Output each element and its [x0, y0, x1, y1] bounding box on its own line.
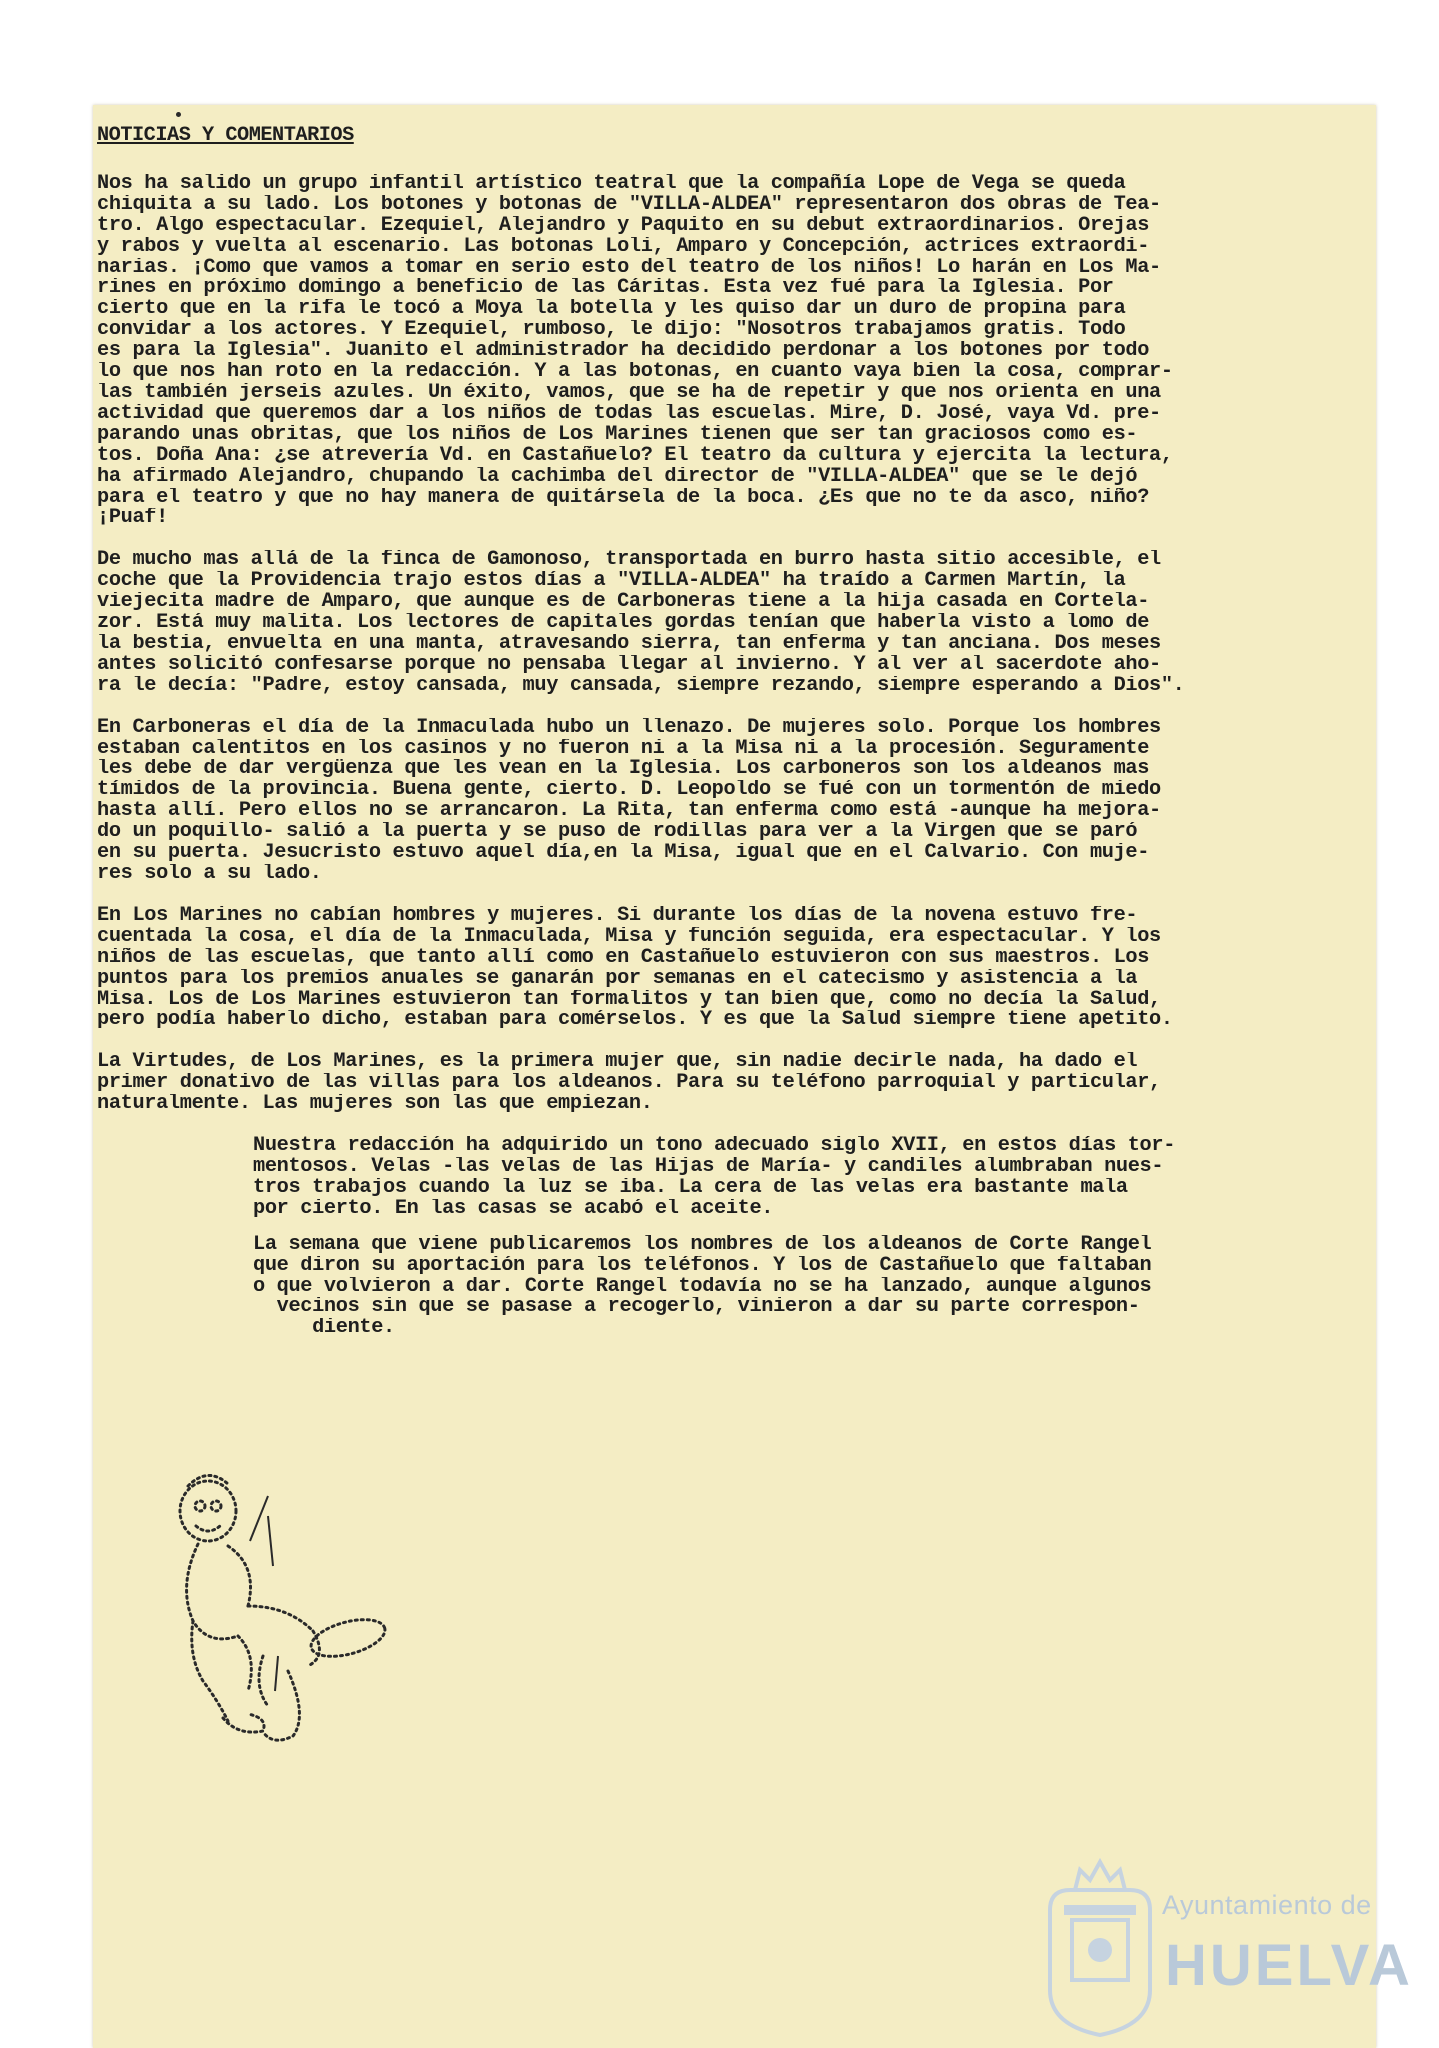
text-line: niños de las escuelas, que tanto allí como en Castañuelo estuvieron con sus maestros. Los: [97, 947, 1150, 969]
text-line: naturalmente. Las mujeres son las que empiezan.: [97, 1094, 653, 1116]
paragraph: [97, 718, 1207, 885]
indented-paragraphs-container: [253, 1136, 1207, 1339]
text-line: coche que la Providencia trajo estos días a "VILLA-ALDEA" ha traído a Carmen Martín, la: [97, 571, 1126, 593]
text-line: las también jerseis azules. Un éxito, vamos, que se ha de repetir y que nos orienta en una: [97, 382, 1161, 404]
indented-paragraph: [253, 1235, 1207, 1340]
text-line: en su puerta. Jesucristo estuvo aquel día,en la Misa, igual que en el Calvario. Con muje-: [97, 843, 1150, 864]
text-line: vecinos sin que se pasase a recogerlo, vinieron a dar su parte correspon-: [253, 1297, 1140, 1319]
text-line: la bestia, envuelta en una manta, atravesando sierra, tan enferma y tan anciana. Dos meses: [97, 633, 1161, 655]
text-line: es para la Iglesia". Juanito el administrador ha decidido perdonar a los botones por todo: [97, 341, 1150, 363]
text-line: tímidos de la provincia. Buena gente, cierto. D. Leopoldo se fué con un tormentón de miedo: [97, 780, 1161, 802]
text-line: cierto que en la rifa le tocó a Moya la botella y les quiso dar un duro de propina para: [97, 299, 1126, 321]
text-line: o que volvieron a dar. Corte Rangel todavía no se ha lanzado, aunque algunos: [253, 1276, 1152, 1298]
text-line: do un poquillo- salió a la puerta y se puso de rodillas para ver a la Virgen que se paró: [97, 822, 1138, 844]
text-line: primer donativo de las villas para los aldeanos. Para su teléfono parroquial y particular,: [97, 1073, 1161, 1095]
paragraph: [97, 174, 1207, 529]
text-line: Nuestra redacción ha adquirido un tono adecuado siglo XVII, en estos días tor-: [253, 1136, 1176, 1157]
indented-paragraph: [253, 1136, 1207, 1220]
paragraphs-container: [97, 174, 1207, 1115]
text-line: zor. Está muy malita. Los lectores de capitales gordas tenían que haberla visto a lomo de: [97, 613, 1150, 634]
text-line: mentosos. Velas -las velas de las Hijas de María- y candiles alumbraban nues-: [253, 1156, 1164, 1178]
text-line: y rabos y vuelta al escenario. Las botonas Loli, Amparo y Concepción, actrices extraordi-: [97, 236, 1150, 258]
watermark-line2: HUELVA: [1165, 1933, 1413, 1998]
text-line: estaban calentitos en los casinos y no fueron ni a la Misa ni a la procesión. Seguramente: [97, 738, 1150, 760]
watermark-line1: Ayuntamiento de: [1162, 1890, 1372, 1920]
text-line: res solo a su lado.: [97, 864, 322, 885]
text-line: viejecita madre de Amparo, que aunque es de Carboneras tiene a la hija casada en Cortela-: [97, 592, 1150, 614]
text-line: diente.: [253, 1318, 395, 1340]
text-line: para el teatro y que no hay manera de quitársela de la boca. ¿Es que no te da asco, niño?: [97, 487, 1150, 509]
text-line: actividad que queremos dar a los niños de todas las escuelas. Mire, D. José, vaya Vd. pre-: [97, 403, 1161, 425]
text-line: pero podía haberlo dicho, estaban para comérselos. Y es que la Salud siempre tiene apetito.: [97, 1010, 1173, 1032]
text-line: De mucho mas allá de la finca de Gamonoso, transportada en burro hasta sitio accesible, el: [97, 550, 1161, 572]
text-line: parando unas obritas, que los niños de Los Marines tienen que ser tan graciosos como es-: [97, 424, 1138, 446]
paragraph: [97, 906, 1207, 1031]
text-line: puntos para los premios anuales se ganarán por semanas en el catecismo y asistencia a la: [97, 968, 1138, 990]
text-line: ra le decía: "Padre, estoy cansada, muy cansada, siempre rezando, siempre esperando a Dios".: [97, 675, 1185, 697]
document-body: [97, 126, 1207, 1354]
text-line: que diron su aportación para los teléfonos. Y los de Castañuelo que faltaban: [253, 1255, 1152, 1277]
text-line: convidar a los actores. Y Ezequiel, rumboso, le dijo: "Nosotros trabajamos gratis. Todo: [97, 320, 1126, 342]
text-line: Nos ha salido un grupo infantil artístico teatral que la compañía Lope de Vega se queda: [97, 173, 1126, 195]
document-title: NOTICIAS Y COMENTARIOS: [97, 124, 354, 147]
text-line: cuentada la cosa, el día de la Inmaculada, Misa y función seguida, era espectacular. Y los: [97, 926, 1161, 948]
dotted-cartoon-illustration: [168, 1456, 438, 1756]
paper-speck: [176, 112, 181, 117]
text-line: tros trabajos cuando la luz se iba. La cera de las velas era bastante mala: [253, 1177, 1128, 1199]
paragraph: [97, 1052, 1207, 1115]
text-line: rines en próximo domingo a beneficio de las Cáritas. Esta vez fué para la Iglesia. Por: [97, 278, 1114, 300]
text-line: Misa. Los de Los Marines estuvieron tan formalitos y tan bien que, como no decía la Salud,: [97, 989, 1161, 1011]
paragraph: [97, 550, 1207, 696]
text-line: La semana que viene publicaremos los nombres de los aldeanos de Corte Rangel: [253, 1234, 1152, 1256]
text-line: La Virtudes, de Los Marines, es la primera mujer que, sin nadie decirle nada, ha dado el: [97, 1052, 1138, 1074]
text-line: hasta allí. Pero ellos no se arrancaron. La Rita, tan enferma como está -aunque ha mejora-: [97, 801, 1161, 823]
text-line: En Carboneras el día de la Inmaculada hubo un llenazo. De mujeres solo. Porque los hombres: [97, 717, 1161, 739]
text-line: En Los Marines no cabían hombres y mujeres. Si durante los días de la novena estuvo fre-: [97, 905, 1138, 927]
text-line: tos. Doña Ana: ¿se atrevería Vd. en Castañuelo? El teatro da cultura y ejercita la lectura,: [97, 445, 1173, 467]
text-line: antes solicitó confesarse porque no pensaba llegar al invierno. Y al ver al sacerdote aho-: [97, 654, 1161, 676]
text-line: lo que nos han roto en la redacción. Y a las botonas, en cuanto vaya bien la cosa, comprar-: [97, 362, 1173, 383]
text-line: narias. ¡Como que vamos a tomar en serio esto del teatro de los niños! Lo harán en Los Ma-: [97, 257, 1161, 279]
text-line: ha afirmado Alejandro, chupando la cachimba del director de "VILLA-ALDEA" que se le dejó: [97, 466, 1138, 488]
text-line: les debe de dar vergüenza que les vean en la Iglesia. Los carboneros son los aldeanos mas: [97, 759, 1150, 781]
text-line: tro. Algo espectacular. Ezequiel, Alejandro y Paquito en su debut extraordinarios. Orejas: [97, 215, 1150, 237]
text-line: chiquita a su lado. Los botones y botonas de "VILLA-ALDEA" representaron dos obras de Tea-: [97, 194, 1161, 216]
text-line: ¡Puaf!: [97, 508, 168, 530]
text-line: por cierto. En las casas se acabó el aceite.: [253, 1198, 774, 1220]
